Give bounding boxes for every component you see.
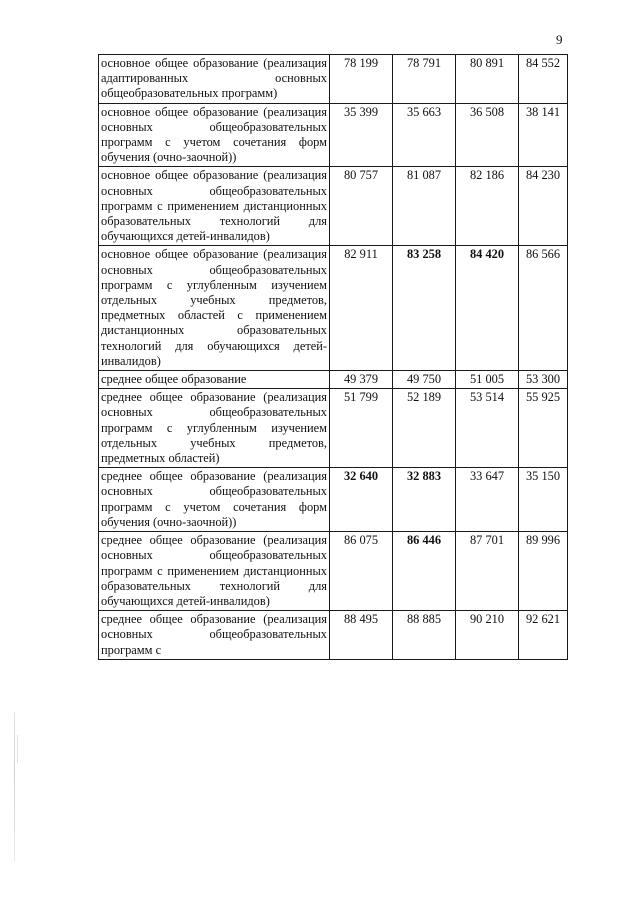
value-cell-col4: 53 300	[519, 371, 568, 389]
value-cell-col2: 86 446	[393, 532, 456, 611]
table-row	[99, 389, 568, 468]
table-row	[99, 246, 568, 371]
value-cell-col1: 32 640	[330, 468, 393, 532]
value-cell-col2: 83 258	[393, 246, 456, 371]
table-row	[99, 468, 568, 532]
value-cell-col3: 36 508	[456, 103, 519, 167]
value-cell-col3: 53 514	[456, 389, 519, 468]
row-description: среднее общее образование (реализация основных общеобразовательных программ с применением дистанционных образовательных технологий для обучающихся детей-инвалидов)	[99, 532, 330, 611]
value-cell-col2: 81 087	[393, 167, 456, 246]
row-description: среднее общее образование	[99, 371, 330, 389]
value-cell-col1: 88 495	[330, 611, 393, 660]
value-cell-col4: 84 552	[519, 55, 568, 104]
table-row	[99, 55, 568, 104]
value-cell-col4: 38 141	[519, 103, 568, 167]
row-description: основное общее образование (реализация основных общеобразовательных программ с учетом сочетания форм обучения (очно-заочной))	[99, 103, 330, 167]
value-cell-col4: 84 230	[519, 167, 568, 246]
value-cell-col4: 55 925	[519, 389, 568, 468]
value-cell-col4: 86 566	[519, 246, 568, 371]
value-cell-col1: 51 799	[330, 389, 393, 468]
value-cell-col1: 80 757	[330, 167, 393, 246]
table-row	[99, 103, 568, 167]
scan-artifact	[14, 712, 15, 862]
value-cell-col1: 86 075	[330, 532, 393, 611]
table-row	[99, 371, 568, 389]
page-number: 9	[556, 32, 563, 47]
value-cell-col3: 33 647	[456, 468, 519, 532]
value-cell-col2: 35 663	[393, 103, 456, 167]
row-description: среднее общее образование (реализация основных общеобразовательных программ с учетом сочетания форм обучения (очно-заочной))	[99, 468, 330, 532]
scan-artifact	[17, 735, 18, 763]
value-cell-col2: 32 883	[393, 468, 456, 532]
row-description: среднее общее образование (реализация основных общеобразовательных программ с углубленным изучением отдельных учебных предметов, предметных областей)	[99, 389, 330, 468]
value-cell-col2: 52 189	[393, 389, 456, 468]
row-description: основное общее образование (реализация основных общеобразовательных программ с применением дистанционных образовательных технологий для обучающихся детей-инвалидов)	[99, 167, 330, 246]
value-cell-col1: 82 911	[330, 246, 393, 371]
value-cell-col4: 35 150	[519, 468, 568, 532]
row-description: основное общее образование (реализация основных общеобразовательных программ с углубленным изучением отдельных учебных предметов, предметных областей с применением дистанционных образовательных технологий для обучающихся детей-инвалидов)	[99, 246, 330, 371]
row-description: среднее общее образование (реализация основных общеобразовательных программ с	[99, 611, 330, 660]
value-cell-col3: 80 891	[456, 55, 519, 104]
value-cell-col3: 82 186	[456, 167, 519, 246]
value-cell-col1: 35 399	[330, 103, 393, 167]
value-cell-col2: 49 750	[393, 371, 456, 389]
value-cell-col3: 51 005	[456, 371, 519, 389]
value-cell-col1: 49 379	[330, 371, 393, 389]
value-cell-col2: 78 791	[393, 55, 456, 104]
value-cell-col3: 90 210	[456, 611, 519, 660]
value-cell-col1: 78 199	[330, 55, 393, 104]
row-description: основное общее образование (реализация адаптированных основных общеобразовательных программ)	[99, 55, 330, 104]
value-cell-col3: 84 420	[456, 246, 519, 371]
funding-table	[98, 54, 568, 660]
value-cell-col4: 92 621	[519, 611, 568, 660]
value-cell-col4: 89 996	[519, 532, 568, 611]
table-row	[99, 532, 568, 611]
value-cell-col3: 87 701	[456, 532, 519, 611]
table-row	[99, 611, 568, 660]
table-row	[99, 167, 568, 246]
value-cell-col2: 88 885	[393, 611, 456, 660]
